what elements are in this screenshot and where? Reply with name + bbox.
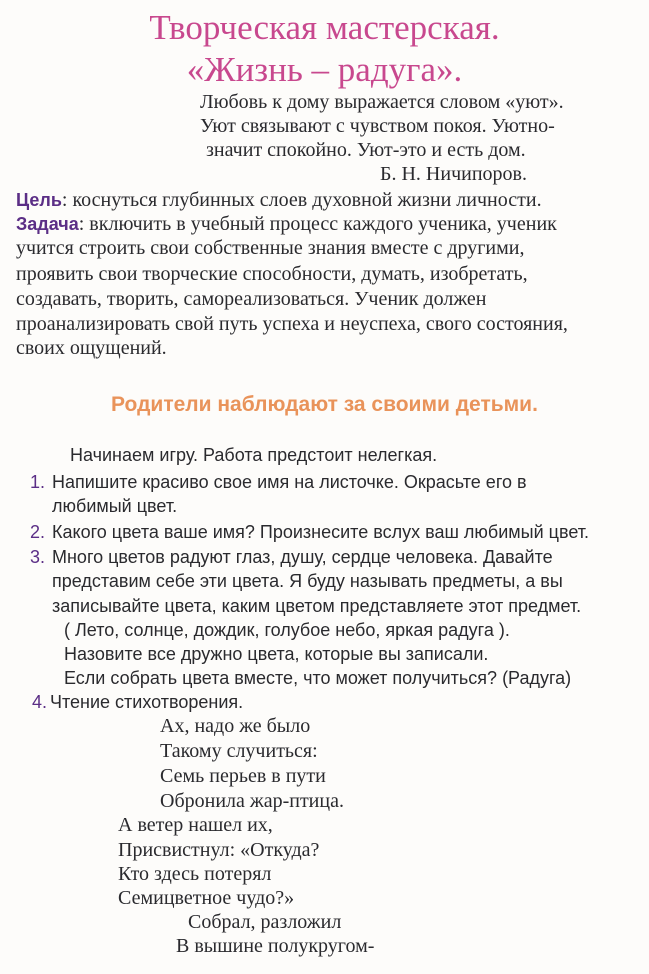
step-line: любимый цвет. [52, 496, 178, 516]
step-line: Назовите все дружно цвета, которые вы записали. [64, 644, 489, 664]
task-line: создавать, творить, самореализоваться. Ученик должен [16, 288, 487, 310]
task-first-line [16, 212, 557, 236]
title-line-1: Творческая мастерская. [149, 8, 500, 47]
step-number: 4. [32, 692, 48, 712]
step-number: 2. [30, 522, 46, 542]
step-line: Какого цвета ваше имя? Произнесите вслух ваш любимый цвет. [52, 522, 589, 542]
epigraph-author: Б. Н. Ничипоров. [380, 163, 527, 185]
poem-line: Обронила жар-птица. [160, 790, 344, 812]
step-line: ( Лето, солнце, дождик, голубое небо, яркая радуга ). [64, 620, 510, 640]
step-line: Напишите красиво свое имя на листочке. Окрасьте его в [52, 472, 527, 492]
epigraph-line: Любовь к дому выражается словом «уют». [200, 91, 564, 113]
poem-line: В вышине полукругом- [176, 935, 375, 957]
poem-line: Ах, надо же было [160, 715, 311, 737]
step-line: Если собрать цвета вместе, что может получиться? (Радуга) [64, 668, 572, 688]
poem-line: Кто здесь потерял [118, 863, 272, 885]
poem-line: Семь перьев в пути [160, 765, 326, 787]
step-number: 3. [30, 547, 46, 567]
epigraph-line: значит спокойно. Уют-это и есть дом. [206, 139, 526, 161]
epigraph-line: Уют связывают с чувством покоя. Уютно- [200, 115, 555, 137]
poem-line: А ветер нашел их, [118, 814, 273, 836]
task-line: проанализировать свой путь успеха и неуспеха, свого состояния, [16, 313, 568, 335]
task-text: : включить в учебный процесс каждого ученика, ученик [78, 213, 557, 235]
goal-label: Цель [16, 190, 62, 210]
poem-line: Такому случиться: [160, 740, 318, 762]
step-line: Много цветов радуют глаз, душу, сердце человека. Давайте [52, 547, 553, 567]
task-line: проявить свои творческие способности, думать, изобретать, [16, 263, 528, 285]
intro-text: Начинаем игру. Работа предстоит нелегкая. [70, 445, 438, 465]
step-line: записывайте цвета, каким цветом представляете этот предмет. [52, 596, 582, 616]
poem-line: Присвистнул: «Откуда? [118, 839, 320, 861]
goal-text: : коснуться глубинных слоев духовной жизни личности. [61, 189, 542, 211]
step-number: 1. [30, 472, 46, 492]
task-label: Задача [16, 214, 79, 234]
section-subtitle: Родители наблюдают за своими детьми. [111, 393, 538, 416]
title-line-2: «Жизнь – радуга». [186, 50, 463, 89]
task-line: своих ощущений. [16, 337, 167, 359]
poem-line: Семицветное чудо?» [118, 887, 295, 909]
poem-line: Собрал, разложил [188, 911, 342, 933]
task-line: учится строить свои собственные знания вместе с другими, [16, 237, 525, 259]
step-line: представим себе эти цвета. Я буду называть предметы, а вы [52, 571, 563, 591]
step-line: Чтение стихотворения. [50, 692, 244, 712]
goal-paragraph [16, 188, 542, 212]
